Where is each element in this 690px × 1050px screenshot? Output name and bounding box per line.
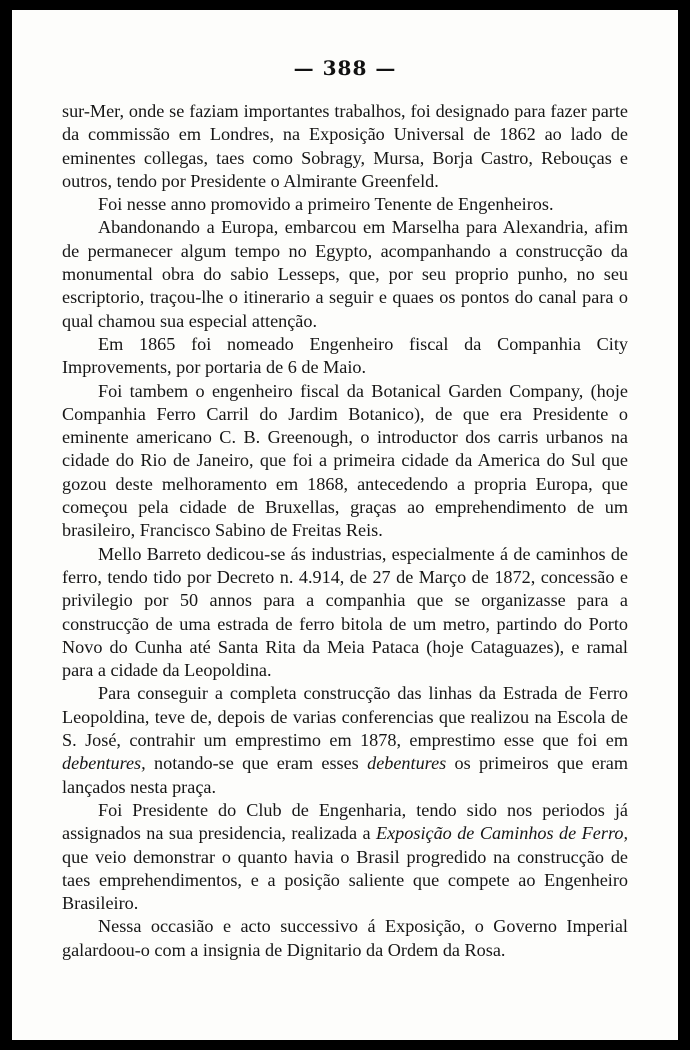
paragraph [62,193,628,216]
italic-text: Exposição de Caminhos de Ferro, [376,823,628,844]
text-segment: Foi nesse anno promovido a primeiro Tenente de Engenheiros. [98,194,554,215]
italic-text: debentures [367,753,447,774]
paragraph [62,543,628,683]
text-segment: Foi tambem o engenheiro fiscal da Botanical Garden Company, (hoje Companhia Ferro Carril do Jardim Botanico), de que era Presidente o eminente americano C. B. Greenough, o introductor dos carris urbanos na cidade do Rio de Janeiro, que foi a primeira cidade da America do Sul que gozou deste melhoramento em 1868, antecedendo a propria Europa, que começou pela cidade de Bruxellas, graças ao emprehendimento de um brasileiro, Francisco Sabino de Freitas Reis. [62,380,628,541]
paragraph [62,333,628,380]
paragraph [62,100,628,193]
page-number: — 388 — [293,56,397,80]
paragraph [62,915,628,962]
paragraph [62,799,628,915]
paragraph [62,216,628,332]
italic-text: debentures, [62,753,146,774]
text-segment: sur-Mer, onde se faziam importantes trabalhos, foi designado para fazer parte da commissão em Londres, na Exposição Universal de 1862 ao lado de eminentes collegas, taes como Sobragy, Mursa, Borja Castro, Rebouças e outros, tendo por Presidente o Almirante Greenfeld. [62,101,628,191]
text-segment: Para conseguir a completa construcção das linhas da Estrada de Ferro Leopoldina, teve de, depois de varias conferencias que realizou na Escola de S. José, contrahir um emprestimo em 1878, emprestimo esse que foi em [62,683,628,751]
text-segment: os primeiros que eram lançados nesta praça. [62,753,629,797]
text-segment: Em 1865 foi nomeado Engenheiro fiscal da Companhia City Improvements, por portaria de 6 de Maio. [62,333,628,378]
text-segment: Nessa occasião e acto successivo á Exposição, o Governo Imperial galardoou-o com a insignia de Dignitario da Ordem da Rosa. [62,916,628,960]
text-segment: Foi Presidente do Club de Engenharia, tendo sido nos periodos já assignados na sua presidencia, realizada a [62,799,628,844]
body-text [62,100,628,962]
paragraph [62,380,628,543]
book-page [12,10,678,1040]
text-segment: que veio demonstrar o quanto havia o Brasil progredido na construcção de taes emprehendimentos, e a posição saliente que compete ao Engenheiro Brasileiro. [62,846,628,914]
text-segment: Abandonando a Europa, embarcou em Marselha para Alexandria, afim de permanecer algum tempo no Egypto, acompanhando a construcção da monumental obra do sabio Lesseps, que, por seu proprio punho, no seu escriptorio, traçou-lhe o itinerario a seguir e quaes os pontos do canal para o qual chamou sua especial attenção. [62,217,628,331]
text-segment: Mello Barreto dedicou-se ás industrias, especialmente á de caminhos de ferro, tendo tido por Decreto n. 4.914, de 27 de Março de 1872, concessão e privilegio por 50 annos para a companhia que se organizasse para a construcção de uma estrada de ferro bitola de um metro, partindo do Porto Novo do Cunha até Santa Rita da Meia Pataca (hoje Cataguazes), e ramal para a cidade da Leopoldina. [62,543,628,681]
paragraph [62,682,628,798]
text-segment: notando-se que eram esses [145,753,368,774]
